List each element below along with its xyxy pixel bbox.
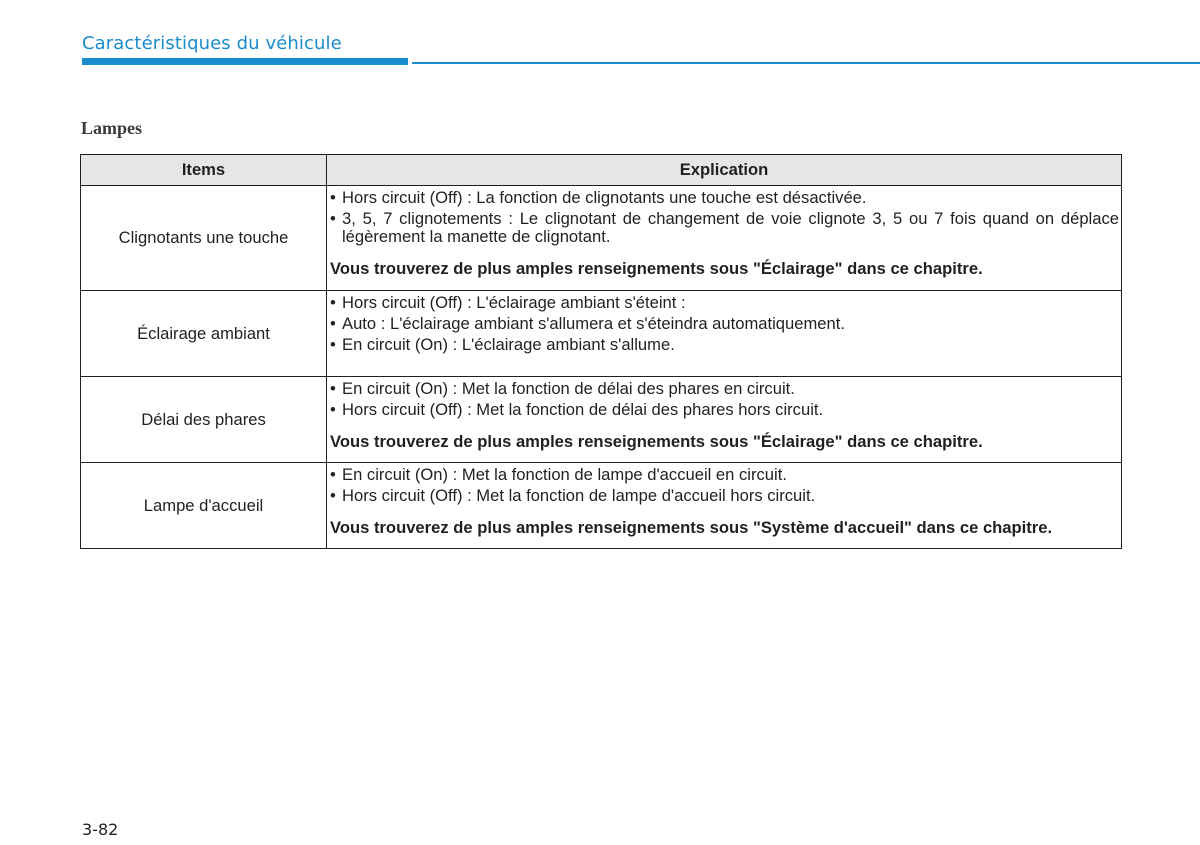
item-cell: Clignotants une touche bbox=[81, 186, 327, 291]
bullet-dot-icon: • bbox=[330, 335, 336, 354]
table-row bbox=[81, 463, 1122, 549]
bullet-dot-icon: • bbox=[330, 400, 336, 419]
bullet-text: En circuit (On) : Met la fonction de délai des phares en circuit. bbox=[342, 379, 795, 398]
section-title: Caractéristiques du véhicule bbox=[82, 33, 342, 54]
bullet-dot-icon: • bbox=[330, 293, 336, 312]
table-row bbox=[81, 291, 1122, 377]
bullet-dot-icon: • bbox=[330, 379, 336, 398]
bullet-dot-icon: • bbox=[330, 188, 336, 207]
bullet-dot-icon: • bbox=[330, 314, 336, 333]
section-heading: Lampes bbox=[81, 118, 143, 138]
bullet-item bbox=[330, 315, 1119, 333]
bullet-text: Hors circuit (Off) : L'éclairage ambiant s'éteint : bbox=[342, 293, 686, 312]
lamp-settings-table bbox=[80, 154, 1122, 549]
bullet-item bbox=[330, 336, 1119, 354]
bullet-dot-icon: • bbox=[330, 465, 336, 484]
reference-note: Vous trouverez de plus amples renseignements sous "Éclairage" dans ce chapitre. bbox=[330, 259, 983, 278]
page-number: 3-82 bbox=[82, 820, 119, 839]
bullet-item bbox=[330, 401, 1119, 419]
item-cell: Délai des phares bbox=[81, 377, 327, 463]
bullet-dot-icon: • bbox=[330, 209, 336, 228]
column-header-explication: Explication bbox=[327, 155, 1122, 186]
header-rule-thin bbox=[412, 62, 1200, 64]
bullet-text: Auto : L'éclairage ambiant s'allumera et s'éteindra automatiquement. bbox=[342, 314, 845, 333]
bullet-text: En circuit (On) : Met la fonction de lampe d'accueil en circuit. bbox=[342, 465, 787, 484]
bullet-item bbox=[330, 380, 1119, 398]
bullet-text: 3, 5, 7 clignotements : Le clignotant de changement de voie clignote 3, 5 ou 7 fois quand on déplace légèrement la manette de clignotant. bbox=[342, 209, 1119, 246]
item-cell: Lampe d'accueil bbox=[81, 463, 327, 549]
table-header-row bbox=[81, 155, 1122, 186]
explication-cell bbox=[327, 463, 1122, 549]
header-rule-thick bbox=[82, 58, 408, 65]
column-header-items: Items bbox=[81, 155, 327, 186]
reference-note: Vous trouverez de plus amples renseignements sous "Éclairage" dans ce chapitre. bbox=[330, 432, 983, 451]
bullet-item bbox=[330, 487, 1119, 505]
bullet-item bbox=[330, 189, 1119, 207]
bullet-dot-icon: • bbox=[330, 486, 336, 505]
explication-cell bbox=[327, 186, 1122, 291]
bullet-item bbox=[330, 210, 1119, 246]
item-cell: Éclairage ambiant bbox=[81, 291, 327, 377]
bullet-item bbox=[330, 294, 1119, 312]
explication-cell bbox=[327, 377, 1122, 463]
explication-cell bbox=[327, 291, 1122, 377]
bullet-text: En circuit (On) : L'éclairage ambiant s'allume. bbox=[342, 335, 675, 354]
bullet-text: Hors circuit (Off) : Met la fonction de lampe d'accueil hors circuit. bbox=[342, 486, 816, 505]
bullet-text: Hors circuit (Off) : Met la fonction de délai des phares hors circuit. bbox=[342, 400, 824, 419]
table-row bbox=[81, 186, 1122, 291]
bullet-text: Hors circuit (Off) : La fonction de clignotants une touche est désactivée. bbox=[342, 188, 867, 207]
bullet-item bbox=[330, 466, 1119, 484]
reference-note: Vous trouverez de plus amples renseignements sous "Système d'accueil" dans ce chapitre. bbox=[330, 518, 1053, 537]
table-row bbox=[81, 377, 1122, 463]
